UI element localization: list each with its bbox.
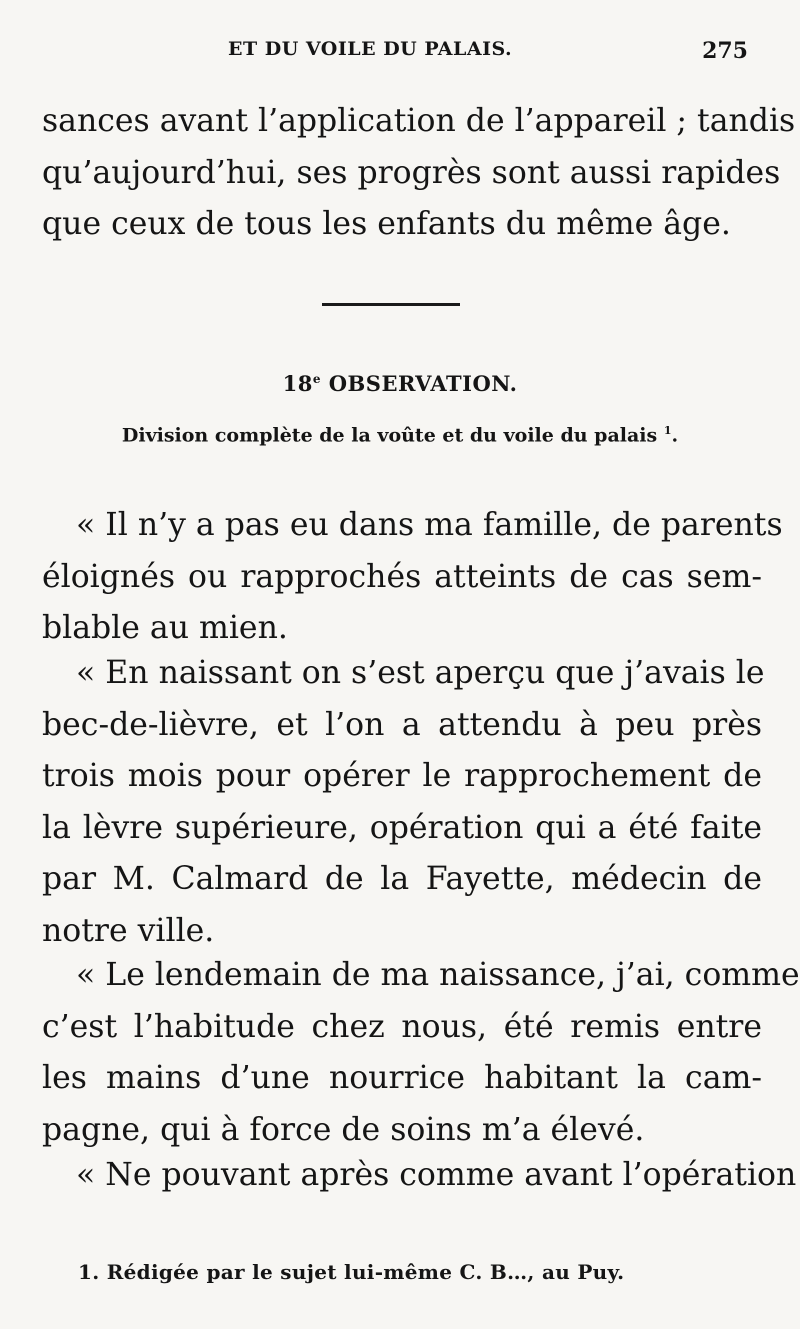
observation-number-suffix: e [312, 372, 321, 386]
paragraph-3 [42, 950, 800, 1156]
text-line: par M. Calmard de la Fayette, médecin de [42, 861, 762, 897]
text-line: qu’aujourd’hui, ses progrès sont aussi rapides [42, 154, 781, 191]
paragraph-2 [42, 648, 765, 957]
text-line: « Le lendemain de ma naissance, j’ai, comme [76, 957, 800, 993]
observation-subtitle [0, 424, 800, 446]
running-title: ET DU VOILE DU PALAIS. [228, 38, 513, 60]
text-line: que ceux de tous les enfants du même âge. [42, 206, 731, 242]
text-line: « Il n’y a pas eu dans ma famille, de parents [76, 507, 783, 543]
text-line: trois mois pour opérer le rapprochement de [42, 758, 762, 794]
text-line: notre ville. [42, 912, 215, 949]
text-line: la lèvre supérieure, opération qui a été faite [42, 809, 762, 846]
text-line: bec-de-lièvre, et l’on a attendu à peu près [42, 706, 762, 743]
text-line: c’est l’habitude chez nous, été remis entre [42, 1008, 762, 1045]
subtitle-end: . [671, 424, 679, 447]
running-head [0, 38, 800, 78]
footnote-marker: 1 [663, 424, 672, 437]
paragraph-1 [42, 500, 783, 655]
text-line: « Ne pouvant après comme avant l’opération [76, 1157, 797, 1193]
text-line: pagne, qui à force de soins m’a élevé. [42, 1111, 645, 1148]
paragraph-4 [42, 1150, 797, 1202]
text-line: les mains d’une nourrice habitant la cam- [42, 1060, 762, 1096]
footnote: 1. Rédigée par le sujet lui-même C. B…, au Puy. [78, 1260, 625, 1284]
intro-paragraph [42, 96, 796, 251]
text-line: « En naissant on s’est aperçu que j’avais le [76, 655, 765, 691]
observation-title [0, 371, 800, 396]
text-line: éloignés ou rapprochés atteints de cas sem- [42, 558, 762, 595]
page-number: 275 [702, 38, 748, 64]
observation-heading: OBSERVATION. [328, 371, 518, 396]
text-line: blable au mien. [42, 610, 288, 646]
text-line: sances avant l’application de l’appareil ; tandis [42, 103, 796, 139]
section-divider [322, 303, 460, 306]
subtitle-text: Division complète de la voûte et du voile du palais [121, 424, 664, 447]
observation-number: 18 [282, 371, 313, 396]
